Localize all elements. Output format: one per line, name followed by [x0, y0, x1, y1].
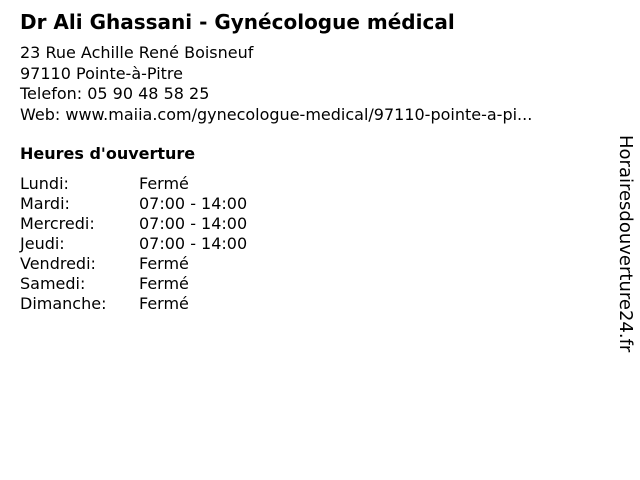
opening-hours-heading: Heures d'ouverture: [20, 144, 196, 163]
phone-number: Telefon: 05 90 48 58 25: [20, 84, 210, 103]
hours-value: Fermé: [139, 294, 189, 313]
hours-row-sunday: [20, 294, 247, 314]
address-block: [20, 43, 532, 125]
page-title: Dr Ali Ghassani - Gynécologue médical: [20, 10, 455, 34]
day-label: Lundi:: [20, 174, 69, 193]
opening-hours-table: [20, 174, 247, 314]
street-address: 23 Rue Achille René Boisneuf: [20, 43, 254, 62]
website-link[interactable]: Web: www.maiia.com/gynecologue-medical/97110-pointe-a-pi...: [20, 104, 533, 124]
hours-row-thursday: [20, 234, 247, 254]
hours-value: 07:00 - 14:00: [139, 234, 248, 253]
day-label: Mardi:: [20, 194, 70, 213]
hours-row-monday: [20, 174, 247, 194]
hours-value: Fermé: [139, 274, 189, 293]
day-label: Samedi:: [20, 274, 86, 293]
hours-row-wednesday: [20, 214, 247, 234]
hours-row-saturday: [20, 274, 247, 294]
hours-row-tuesday: [20, 194, 247, 214]
city-address: 97110 Pointe-à-Pitre: [20, 63, 183, 83]
day-label: Jeudi:: [20, 234, 65, 253]
day-label: Dimanche:: [20, 294, 107, 313]
hours-value: Fermé: [139, 254, 189, 273]
hours-value: 07:00 - 14:00: [139, 214, 248, 233]
hours-row-friday: [20, 254, 247, 274]
hours-value: 07:00 - 14:00: [139, 194, 248, 213]
day-label: Vendredi:: [20, 254, 96, 273]
hours-value: Fermé: [139, 174, 189, 193]
day-label: Mercredi:: [20, 214, 95, 233]
site-watermark: Horairesdouverture24.fr: [615, 135, 636, 353]
